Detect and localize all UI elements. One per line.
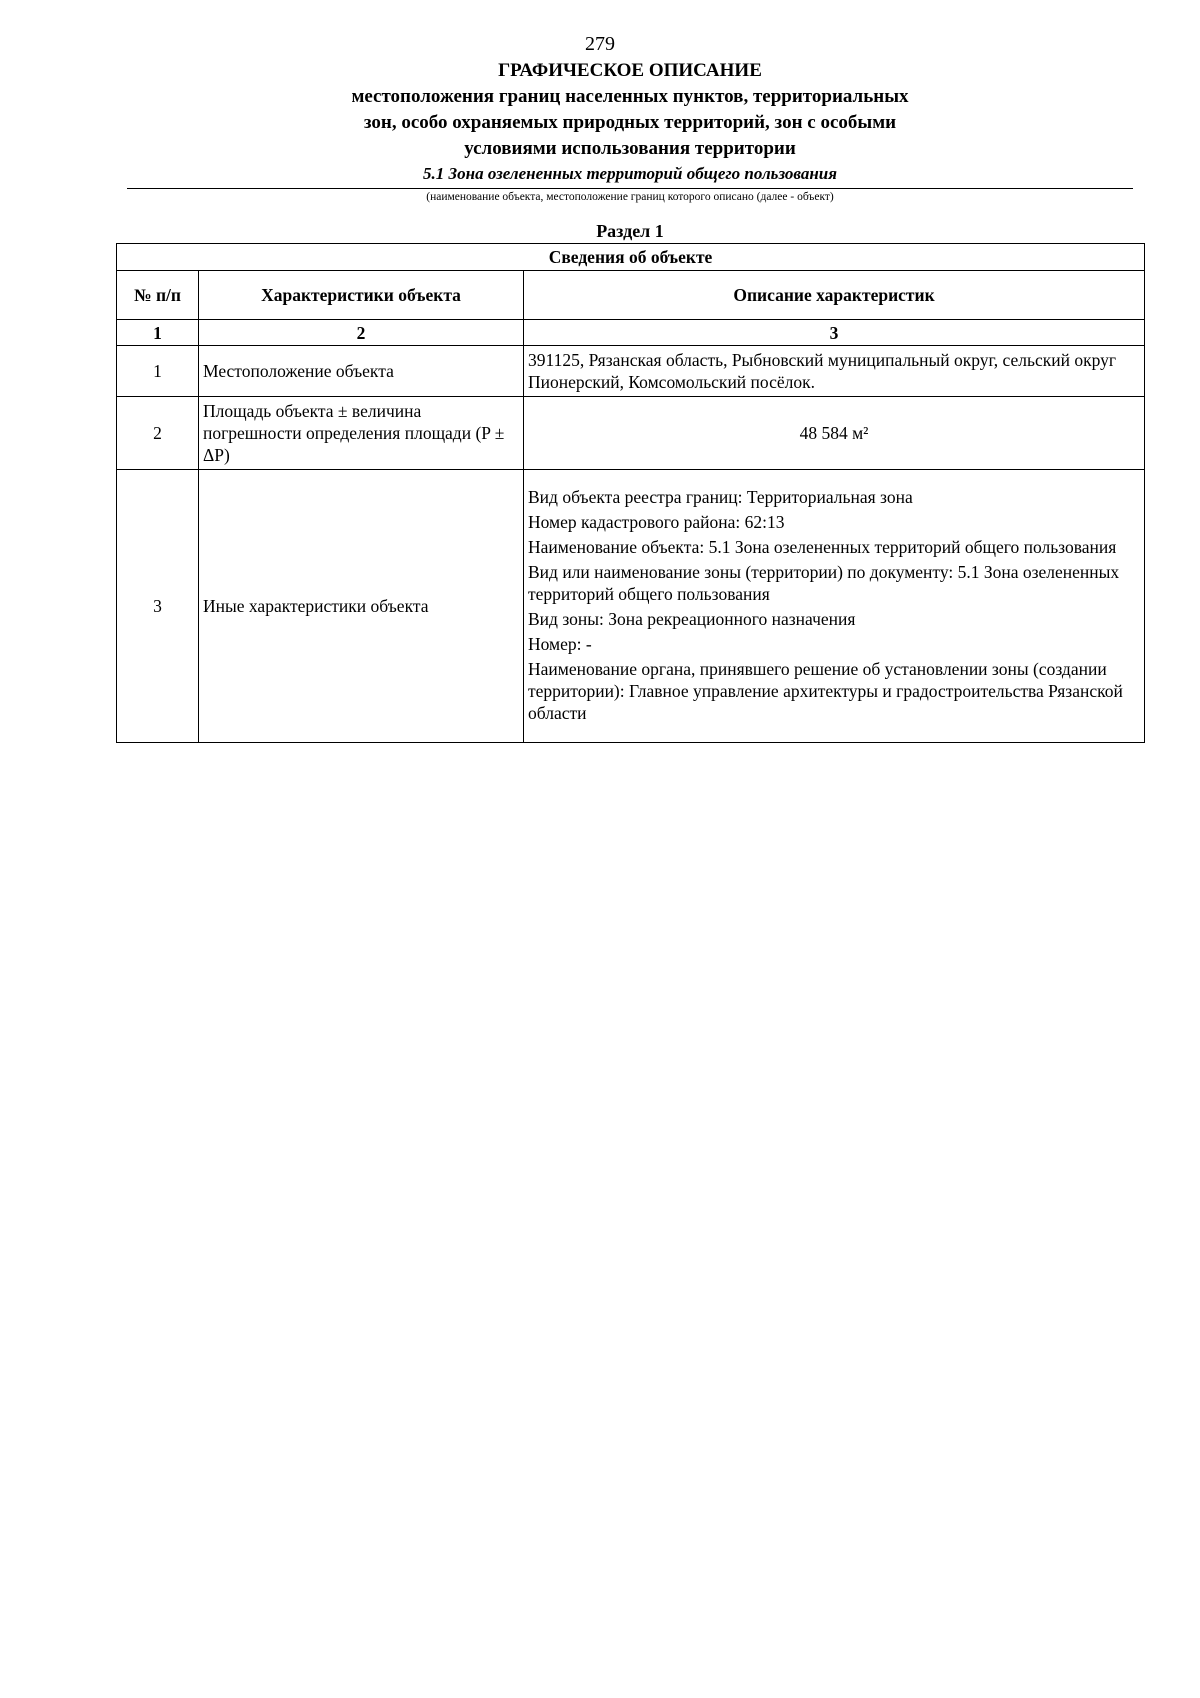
- table-column-number-row: [117, 320, 1145, 346]
- table-row: [117, 346, 1145, 397]
- description-line: Наименование объекта: 5.1 Зона озелененных территорий общего пользования: [528, 536, 1117, 557]
- column-number-1: 1: [117, 320, 199, 346]
- column-number-3: 3: [524, 320, 1145, 346]
- header-characteristic: Характеристики объекта: [199, 271, 524, 320]
- table-caption-row: [117, 244, 1145, 271]
- description-line: Номер кадастрового района: 62:13: [528, 511, 785, 532]
- description-line: Вид объекта реестра границ: Территориальная зона: [528, 486, 913, 507]
- description-line: Вид или наименование зоны (территории) по документу: 5.1 Зона озелененных территорий общего пользования: [528, 561, 1120, 604]
- object-caption: (наименование объекта, местоположение границ которого описано (далее - объект): [426, 191, 834, 203]
- description-line: 48 584 м²: [799, 423, 869, 443]
- document-subtitle-line-2: зон, особо охраняемых природных территорий, зон с особыми: [363, 112, 897, 133]
- header-description: Описание характеристик: [524, 271, 1145, 320]
- document-header: [0, 58, 1200, 162]
- row-number: 3: [117, 470, 199, 743]
- object-name-underline: [127, 188, 1133, 189]
- row-description: [524, 346, 1145, 397]
- description-line: Номер: -: [528, 633, 592, 654]
- row-characteristic: Местоположение объекта: [199, 346, 524, 397]
- header-number: № п/п: [117, 271, 199, 320]
- row-number: 2: [117, 397, 199, 470]
- description-line: 391125, Рязанская область, Рыбновский муниципальный округ, сельский округ Пионерский, Комсомольский посёлок.: [528, 350, 1117, 392]
- document-title: ГРАФИЧЕСКОЕ ОПИСАНИЕ: [498, 60, 762, 81]
- object-info-table: [116, 243, 1145, 743]
- page-number: 279: [585, 33, 615, 55]
- table-row: [117, 470, 1145, 743]
- table-header-row: [117, 271, 1145, 320]
- description-line: Вид зоны: Зона рекреационного назначения: [528, 608, 856, 629]
- document-subtitle-line-3: условиями использования территории: [464, 138, 796, 159]
- description-line: Наименование органа, принявшего решение об установлении зоны (создании территории): Главное управление архитектуры и градостроительства Рязанской области: [528, 658, 1123, 723]
- row-characteristic: Площадь объекта ± величина погрешности определения площади (P ± ΔP): [199, 397, 524, 470]
- row-description: [524, 470, 1145, 743]
- table-row: [117, 397, 1145, 470]
- object-name: 5.1 Зона озелененных территорий общего пользования: [423, 164, 837, 183]
- section-title: Раздел 1: [596, 221, 664, 241]
- column-number-2: 2: [199, 320, 524, 346]
- table-caption: Сведения об объекте: [117, 244, 1145, 271]
- row-characteristic: Иные характеристики объекта: [199, 470, 524, 743]
- document-subtitle-line-1: местоположения границ населенных пунктов, территориальных: [351, 86, 909, 107]
- row-number: 1: [117, 346, 199, 397]
- row-description: [524, 397, 1145, 470]
